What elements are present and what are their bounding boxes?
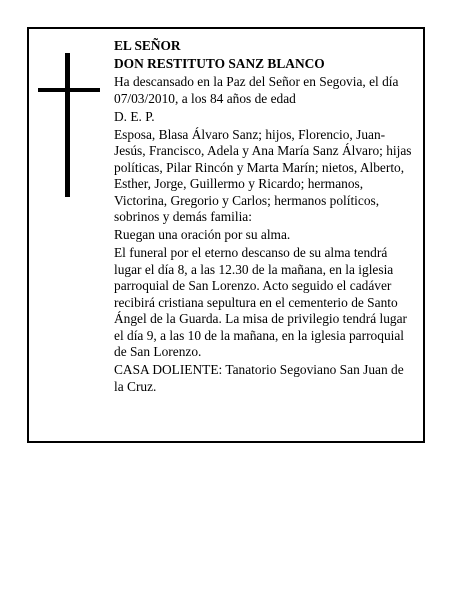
cross-icon — [38, 53, 100, 197]
mourning-house: CASA DOLIENTE: Tanatorio Segoviano San Juan de la Cruz. — [114, 362, 404, 394]
prayer-request: Ruegan una oración por su alma. — [114, 227, 291, 242]
death-announcement: Ha descansado en la Paz del Señor en Segovia, el día 07/03/2010, a los 84 años de edad — [114, 74, 399, 106]
notice-heading: EL SEÑOR — [114, 38, 181, 53]
funeral-details: El funeral por el eterno descanso de su alma tendrá lugar el día 8, a las 12.30 de la mañana, en la iglesia parroquial de San Lorenzo. Acto seguido el cadáver recibirá cristiana sepultura en el cementerio de Santo Ángel de la Guarda. La misa de privilegio tendrá lugar el día 9, a las 10 de la mañana, en la iglesia parroquial de San Lorenzo. — [114, 245, 407, 359]
cross-horizontal-bar — [38, 88, 100, 92]
deceased-name: DON RESTITUTO SANZ BLANCO — [114, 56, 325, 71]
cross-vertical-bar — [65, 53, 70, 197]
family-list: Esposa, Blasa Álvaro Sanz; hijos, Florencio, Juan-Jesús, Francisco, Adela y Ana María Sanz Álvaro; hijas políticas, Pilar Rincón y Marta Marín; nietos, Alberto, Esther, Jorge, Guillermo y Ricardo; hermanos, Victorina, Gregorio y Carlos; hermanos políticos, sobrinos y demás familia: — [114, 126, 412, 224]
dep-line: D. E. P. — [114, 108, 155, 124]
obituary-text — [114, 38, 416, 397]
